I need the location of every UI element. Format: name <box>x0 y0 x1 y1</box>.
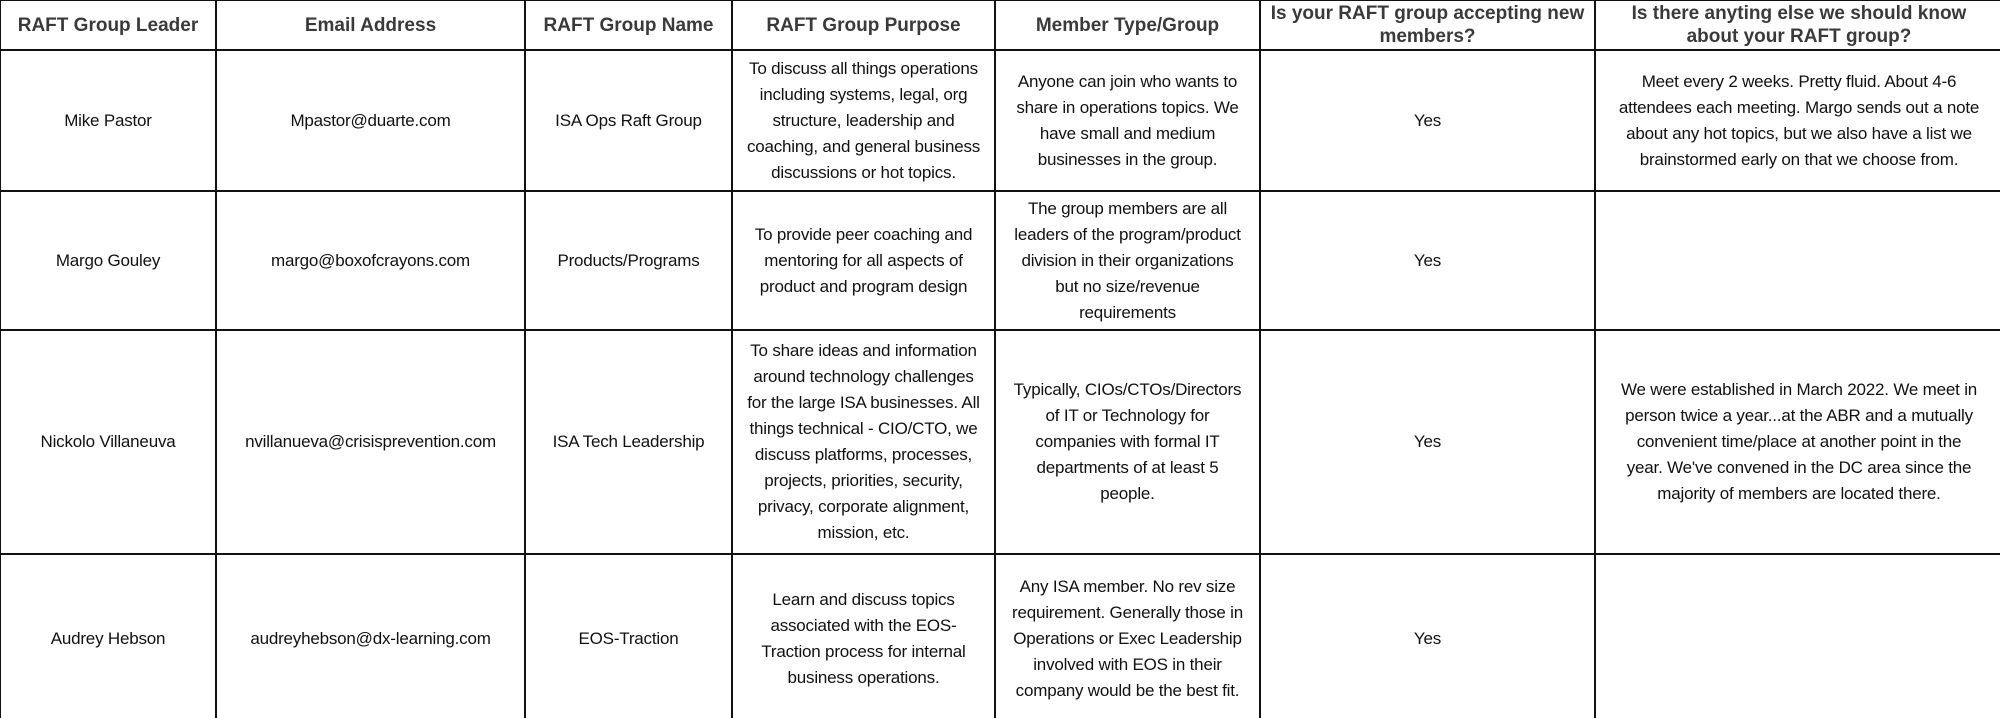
text-line: companies with formal IT <box>1035 432 1220 451</box>
text-line: Anyone can join who wants to <box>1017 71 1238 91</box>
cell-text <box>747 56 980 186</box>
cell-email[interactable]: nvillanueva@crisisprevention.com <box>216 330 525 554</box>
cell-email[interactable]: audreyhebson@dx-learning.com <box>216 554 525 718</box>
cell-text <box>1014 377 1242 507</box>
cell-group-purpose[interactable] <box>732 554 995 718</box>
cell-accepting-members[interactable]: Yes <box>1260 554 1595 718</box>
cell-notes[interactable] <box>1595 330 2000 554</box>
table-row <box>0 554 2000 718</box>
cell-group-purpose[interactable] <box>732 191 995 330</box>
text-line: including systems, legal, org <box>759 84 968 104</box>
text-line: year. We've convened in the DC area since the <box>1626 458 1972 477</box>
text-line: The group members are all <box>1027 198 1228 218</box>
cell-group-name[interactable]: ISA Ops Raft Group <box>525 50 732 191</box>
text-line: Is your RAFT group accepting new <box>1270 3 1585 24</box>
text-line: RAFT Group Name <box>543 14 714 36</box>
text-line: Email Address <box>304 14 437 36</box>
cell-group-leader[interactable]: Margo Gouley <box>0 191 216 330</box>
cell-text <box>305 14 436 37</box>
text-line: mentoring for all aspects of <box>764 250 963 270</box>
text-line: product and program design <box>759 276 968 296</box>
text-line: Meet every 2 weeks. Pretty fluid. About 4-6 <box>1641 71 1957 91</box>
cell-notes[interactable] <box>1595 50 2000 191</box>
text-line: businesses in the group. <box>1037 149 1218 169</box>
cell-group-name[interactable]: EOS-Traction <box>525 554 732 718</box>
cell-group-name[interactable]: Products/Programs <box>525 191 732 330</box>
text-line: coaching, and general business <box>746 136 981 156</box>
text-line: Traction process for internal <box>761 641 966 661</box>
text-line: share in operations topics. We <box>1016 97 1239 117</box>
cell-text <box>1036 14 1219 37</box>
text-line: discuss platforms, processes, <box>754 445 973 464</box>
cell-notes[interactable] <box>1595 554 2000 718</box>
header-group-leader[interactable] <box>0 0 216 50</box>
text-line: majority of members are located there. <box>1657 484 1941 503</box>
cell-text <box>544 14 714 37</box>
text-line: of IT or Technology for <box>1045 406 1210 425</box>
text-line: associated with the EOS- <box>770 615 957 635</box>
cell-group-leader[interactable]: Audrey Hebson <box>0 554 216 718</box>
header-group-name[interactable] <box>525 0 732 50</box>
text-line: We were established in March 2022. We meet in <box>1620 380 1978 399</box>
text-line: business operations. <box>787 667 940 687</box>
cell-accepting-members[interactable]: Yes <box>1260 50 1595 191</box>
cell-accepting-members[interactable]: Yes <box>1260 191 1595 330</box>
text-line: about any hot topics, but we also have a list we <box>1626 123 1972 143</box>
text-line: Any ISA member. No rev size <box>1019 576 1236 596</box>
text-line: attendees each meeting. Margo sends out a note <box>1618 97 1980 117</box>
text-line: members? <box>1379 26 1476 47</box>
text-line: company would be the best fit. <box>1015 680 1240 700</box>
text-line: leaders of the program/product <box>1014 224 1241 244</box>
text-line: discussions or hot topics. <box>771 162 956 182</box>
text-line: involved with EOS in their <box>1033 654 1222 674</box>
cell-text <box>766 14 960 37</box>
cell-text <box>1632 2 1967 48</box>
text-line: person twice a year...at the ABR and a mutually <box>1625 406 1973 425</box>
text-line: Typically, CIOs/CTOs/Directors <box>1013 380 1242 399</box>
text-line: RAFT Group Purpose <box>766 14 961 36</box>
text-line: To provide peer coaching and <box>754 224 973 244</box>
cell-text <box>747 338 979 546</box>
header-accepting-members[interactable] <box>1260 0 1595 50</box>
cell-group-purpose[interactable] <box>732 50 995 191</box>
text-line: Operations or Exec Leadership <box>1013 628 1242 648</box>
cell-text <box>1271 2 1585 48</box>
cell-text <box>1016 69 1238 173</box>
table-row <box>0 50 2000 191</box>
cell-text <box>1014 196 1240 326</box>
cell-text <box>1012 574 1243 704</box>
text-line: brainstormed early on that we choose from. <box>1639 149 1959 169</box>
cell-member-type[interactable] <box>995 191 1260 330</box>
header-anything-else[interactable] <box>1595 0 2000 50</box>
header-email-address[interactable] <box>216 0 525 50</box>
table-row <box>0 191 2000 330</box>
cell-group-purpose[interactable] <box>732 330 995 554</box>
cell-group-leader[interactable]: Mike Pastor <box>0 50 216 191</box>
cell-email[interactable]: margo@boxofcrayons.com <box>216 191 525 330</box>
cell-text <box>755 222 972 300</box>
header-group-purpose[interactable] <box>732 0 995 50</box>
text-line: requirements <box>1079 302 1176 322</box>
cell-text <box>761 587 965 691</box>
text-line: projects, priorities, security, <box>764 471 963 490</box>
cell-text <box>1621 377 1977 507</box>
text-line: have small and medium <box>1039 123 1216 143</box>
text-line: Is there anyting else we should know <box>1631 3 1967 24</box>
cell-accepting-members[interactable]: Yes <box>1260 330 1595 554</box>
header-row <box>0 0 2000 50</box>
text-line: division in their organizations <box>1021 250 1234 270</box>
cell-text <box>1619 69 1979 173</box>
cell-group-leader[interactable]: Nickolo Villaneuva <box>0 330 216 554</box>
table-row <box>0 330 2000 554</box>
text-line: To discuss all things operations <box>749 58 978 78</box>
text-line: structure, leadership and <box>772 110 955 130</box>
text-line: privacy, corporate alignment, <box>757 497 970 516</box>
header-member-type[interactable] <box>995 0 1260 50</box>
text-line: for the large ISA businesses. All <box>747 393 980 412</box>
cell-notes[interactable] <box>1595 191 2000 330</box>
text-line: Member Type/Group <box>1035 14 1220 36</box>
cell-member-type[interactable] <box>995 554 1260 718</box>
text-line: departments of at least 5 <box>1036 458 1219 477</box>
text-line: requirement. Generally those in <box>1012 602 1243 622</box>
text-line: RAFT Group Leader <box>17 14 199 36</box>
cell-group-name[interactable]: ISA Tech Leadership <box>525 330 732 554</box>
text-line: To share ideas and information <box>750 341 977 360</box>
cell-text <box>18 14 199 37</box>
text-line: about your RAFT group? <box>1686 26 1912 47</box>
text-line: around technology challenges <box>753 367 974 386</box>
text-line: people. <box>1100 484 1155 503</box>
text-line: but no size/revenue <box>1055 276 1200 296</box>
text-line: convenient time/place at another point in the <box>1636 432 1962 451</box>
text-line: mission, etc. <box>817 523 910 542</box>
cell-email[interactable]: Mpastor@duarte.com <box>216 50 525 191</box>
cell-member-type[interactable] <box>995 50 1260 191</box>
text-line: things technical - CIO/CTO, we <box>749 419 978 438</box>
text-line: Learn and discuss topics <box>772 589 955 609</box>
cell-member-type[interactable] <box>995 330 1260 554</box>
